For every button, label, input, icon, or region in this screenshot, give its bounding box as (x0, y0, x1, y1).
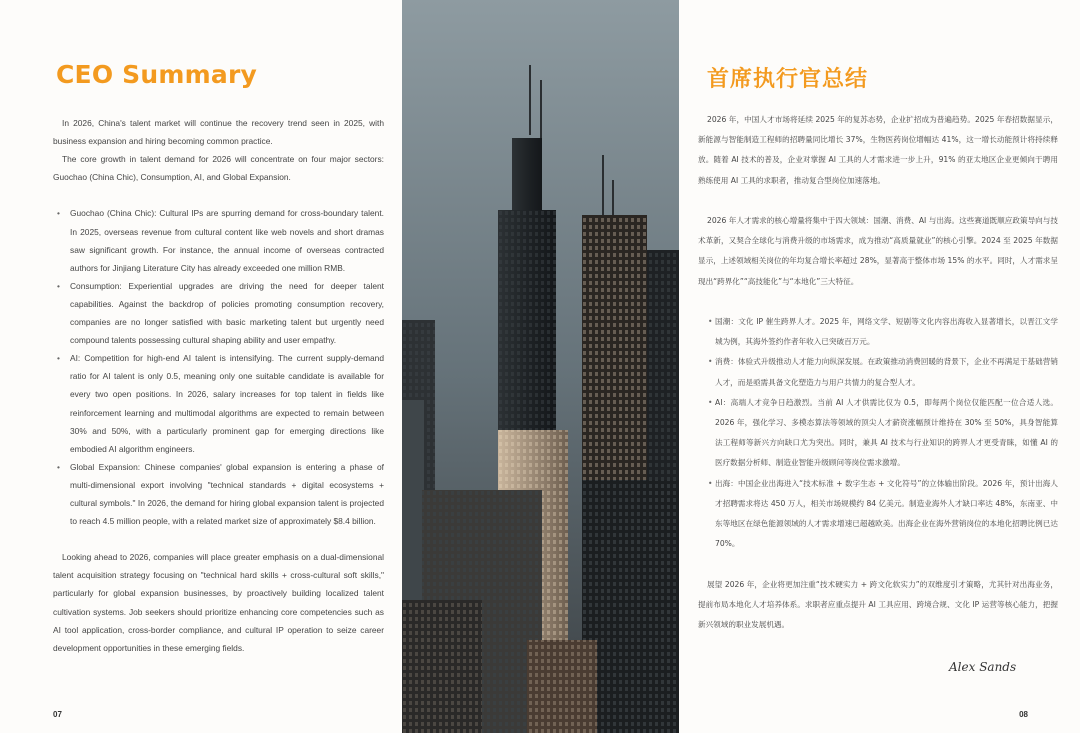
list-item: • AI：高端人才竞争日趋激烈。当前 AI 人才供需比仅为 0.5，即每两个岗位仅能匹配一位合适人选。2026 年，强化学习、多模态算法等领域的顶尖人才薪资涨幅预计维持在 30% 至 50%，具身智能算法工程师等新兴方向缺口尤为突出。同时，兼具 AI 技术与行业知识的跨界人才更受青睐，如懂 AI 的医疗数据分析师、制造业智能升级顾问等岗位需求激增。 (698, 393, 1058, 474)
intro-paragraph: The core growth in talent demand for 2026 will concentrate on four major sectors: Guochao (China Chic), Consumption, AI, and Global Expansion. (53, 154, 384, 183)
list-item: • AI: Competition for high-end AI talent is intensifying. The current supply-demand ratio for AI talent is only 0.5, meaning only one suitable candidate is available for every two open positions. In 2026, salary increases for top talent in fields like reinforcement learning and multimodal algorithms are expected to remain between 30% and 50%, with a particularly prominent gap for emerging directions like embodied AI algorithm engineers. (53, 349, 384, 458)
intro-paragraph: 2026 年，中国人才市场将延续 2025 年的复苏态势，企业扩招成为普遍趋势。2025 年春招数据显示，新能源与智能制造工程师的招聘量同比增长 37%，生物医药岗位增幅达 41%，这一增长动能预计将持续释放。随着 AI 技术的普及，企业对掌握 AI 工具的人才需求进一步上升，91% 的亚太地区企业更倾向于聘用熟练使用 AI 工具的求职者，推动复合型岗位加速落地。 (698, 115, 1058, 185)
intro-paragraph: In 2026, China's talent market will continue the recovery trend seen in 2025, with business expansion and hiring becoming common practice. (53, 118, 384, 147)
left-page (0, 0, 402, 733)
page-number: 08 (1019, 710, 1028, 719)
signature (947, 656, 1017, 678)
svg-text:Alex Sands: Alex Sands (949, 660, 1017, 674)
page-number: 07 (53, 710, 62, 719)
closing-paragraph: Looking ahead to 2026, companies will place greater emphasis on a dual-dimensional talent acquisition strategy focusing on "technical hard skills + cross-cultural soft skills," particularly for global expansion businesses, by proactively building localized talent cultivation systems. Job seekers should prioritize enhancing core competencies such as AI tool application, cross-border compliance, and cultural IP operation to seize career development opportunities in these emerging fields. (53, 552, 384, 653)
list-item: • Consumption: Experiential upgrades are driving the need for deeper talent capabilities. Against the backdrop of policies promoting consumption recovery, companies are no longer satisfied with basic marketing talent but urgently need compound talents possessing cultural shaping ability and user empathy. (53, 277, 384, 349)
sector-list (53, 204, 384, 530)
skyline-illustration (402, 0, 679, 733)
list-item: • Guochao (China Chic): Cultural IPs are spurring demand for cross-boundary talent. In 2025, overseas revenue from cultural content like web novels and short dramas saw significant growth. For instance, the annual income of overseas contracted authors for Jinjiang Literature City has already exceeded one million RMB. (53, 204, 384, 276)
sector-list (698, 312, 1058, 554)
chinese-summary-body (698, 110, 1058, 635)
list-item: • 消费：体验式升级推动人才能力向纵深发展。在政策推动消费回暖的背景下，企业不再满足于基础营销人才，而是亟需具备文化塑造力与用户共情力的复合型人才。 (698, 352, 1058, 392)
page-title: CEO Summary (56, 60, 257, 89)
closing-paragraph: 展望 2026 年，企业将更加注重“技术硬实力 + 跨文化软实力”的双维度引才策略，尤其针对出海业务，提前布局本地化人才培养体系。求职者应重点提升 AI 工具应用、跨境合规、文化 IP 运营等核心能力，把握新兴领域的职业发展机遇。 (698, 579, 1058, 630)
intro-paragraph: 2026 年人才需求的核心增量将集中于四大领域：国潮、消费、AI 与出海。这些赛道既顺应政策导向与技术革新，又契合全球化与消费升级的市场需求，成为推动“高质量就业”的核心引擎。2024 至 2025 年数据显示，上述领域相关岗位的年均复合增长率超过 28%，显著高于整体市场 15% 的水平。同时，人才需求呈现出“跨界化”“高技能化”与“本地化”三大特征。 (698, 216, 1058, 286)
skyline-photo (402, 0, 679, 733)
list-item: • 出海：中国企业出海进入“技术标准 + 数字生态 + 文化符号”的立体输出阶段。2026 年，预计出海人才招聘需求将达 450 万人，相关市场规模约 84 亿美元。制造业海外人才缺口率达 48%，东南亚、中东等地区在绿色能源领域的人才需求增速已超越欧美。出海企业在海外营销岗位的本地化招聘比例已达 70%。 (698, 474, 1058, 555)
english-summary-body (53, 114, 384, 657)
list-item: • Global Expansion: Chinese companies' global expansion is entering a phase of multi-dimensional export involving "technical standards + digital ecosystems + cultural symbols." In 2026, the demand for hiring global expansion talent is projected to reach 4.5 million people, with a related market size of approximately $8.4 billion. (53, 458, 384, 530)
list-item: • 国潮：文化 IP 催生跨界人才。2025 年，网络文学、短剧等文化内容出海收入显著增长，以晋江文学城为例，其海外签约作者年收入已突破百万元。 (698, 312, 1058, 352)
page-title: 首席执行官总结 (707, 67, 869, 92)
right-page (679, 0, 1080, 733)
